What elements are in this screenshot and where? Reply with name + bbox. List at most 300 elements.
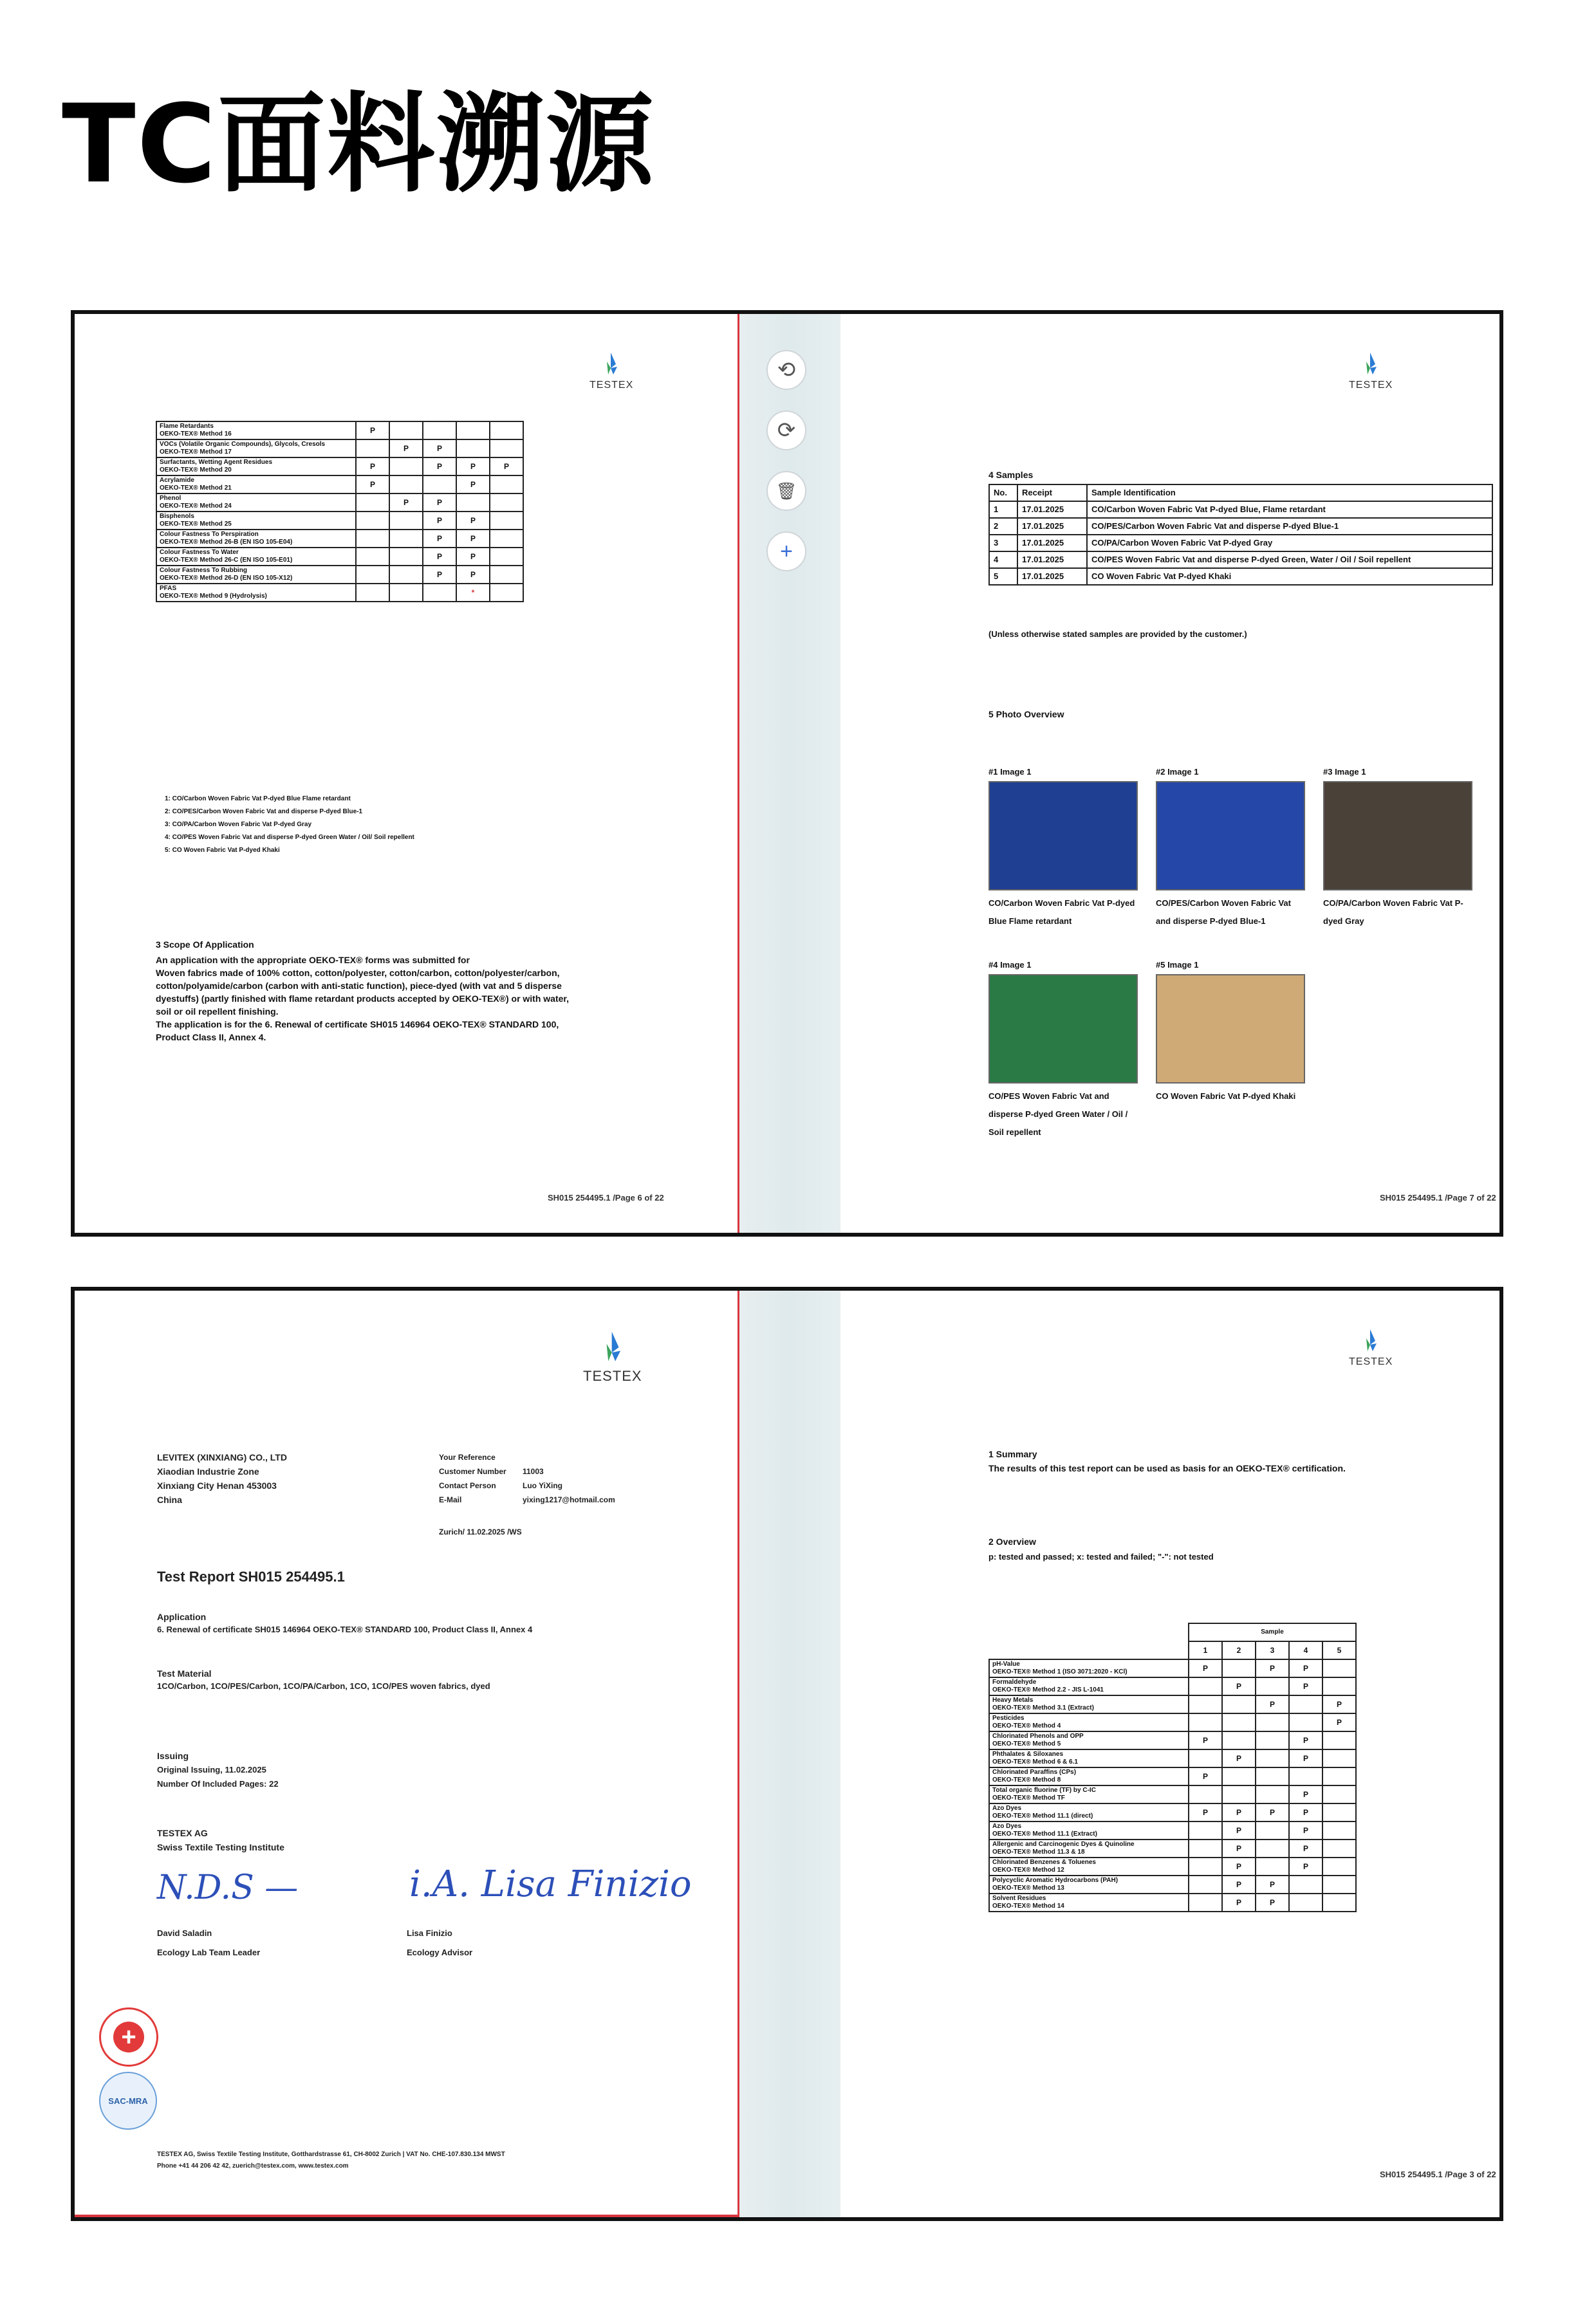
samples-header-cell: No. (989, 484, 1017, 501)
test-method: OEKO-TEX® Method 16 (160, 430, 232, 438)
test-name: Formaldehyde (992, 1679, 1037, 1686)
result-cell (1322, 1659, 1356, 1677)
result-cell (490, 584, 523, 602)
result-cell: P (1289, 1677, 1322, 1695)
ref-value (523, 1450, 615, 1464)
test-method: OEKO-TEX® Method 24 (160, 503, 232, 510)
result-cell (1322, 1821, 1356, 1840)
sample-row (989, 518, 1492, 535)
result-cell (490, 512, 523, 530)
result-cell (1222, 1659, 1256, 1677)
footer-line: Phone +41 44 206 42 42, zuerich@testex.com, www.testex.com (157, 2163, 349, 2170)
table-row (156, 548, 523, 566)
ref-value: Luo YiXing (523, 1481, 562, 1490)
test-name-cell (989, 1731, 1189, 1749)
application-text: 6. Renewal of certificate SH015 146964 OEKO-TEX® STANDARD 100, Product Class II, Annex 4 (157, 1625, 533, 1634)
report-page-6 (75, 314, 738, 1233)
test-name-cell (989, 1785, 1189, 1803)
photo-caption: CO/PES Woven Fabric Vat and disperse P-dyed Green Water / Oil / Soil repellent (988, 1091, 1128, 1137)
test-name: Solvent Residues (992, 1895, 1046, 1902)
page-bottom-rule (75, 2215, 738, 2217)
scope-heading: 3 Scope Of Application (156, 939, 254, 950)
result-cell: P (1289, 1821, 1322, 1840)
scope-line: Product Class II, Annex 4. (156, 1032, 266, 1042)
test-method: OEKO-TEX® Method 12 (992, 1867, 1064, 1874)
scope-line: Woven fabrics made of 100% cotton, cotton/polyester, cotton/carbon, cotton/polyester/carbon, (156, 968, 560, 978)
test-name-cell (156, 439, 356, 457)
sample-cell: CO/PES Woven Fabric Vat and disperse P-dyed Green, Water / Oil / Soil repellent (1087, 551, 1492, 568)
sample-cell: 17.01.2025 (1017, 535, 1087, 551)
test-name-cell (156, 584, 356, 602)
test-method: OEKO-TEX® Method 2.2 - JIS L-1041 (992, 1686, 1104, 1693)
test-name: Chlorinated Benzenes & Toluenes (992, 1859, 1096, 1866)
test-name-cell (989, 1749, 1189, 1767)
result-cell (389, 475, 423, 493)
sample-row (989, 501, 1492, 518)
result-cell (1256, 1858, 1289, 1876)
result-cell: P (1222, 1821, 1256, 1840)
document-viewer-top (71, 310, 1503, 1237)
sample-cell: CO/PA/Carbon Woven Fabric Vat P-dyed Gray (1087, 535, 1492, 551)
result-cell: P (389, 439, 423, 457)
table-row (989, 1876, 1356, 1894)
result-cell (1256, 1767, 1289, 1785)
test-name-cell (156, 512, 356, 530)
rotate-left-icon: ⟲ (777, 358, 796, 382)
swiss-accreditation-seal (99, 2007, 158, 2067)
result-cell: P (1222, 1894, 1256, 1912)
sample-footnotes (165, 793, 414, 857)
test-name: Phenol (160, 495, 181, 502)
organization (157, 1826, 284, 1854)
result-cell: P (1189, 1767, 1222, 1785)
sample-row (989, 568, 1492, 585)
photo-label: #5 Image 1 (1156, 960, 1199, 970)
samples-heading: 4 Samples (988, 470, 1034, 480)
samples-header-cell: Sample Identification (1087, 484, 1492, 501)
result-cell: P (1256, 1659, 1289, 1677)
sample-cell: CO/Carbon Woven Fabric Vat P-dyed Blue, Flame retardant (1087, 501, 1492, 518)
result-cell: P (1189, 1731, 1222, 1749)
photo-label: #2 Image 1 (1156, 767, 1199, 777)
table-row (156, 421, 523, 439)
logo-text: TESTEX (583, 1368, 642, 1384)
test-method: OEKO-TEX® Method 9 (Hydrolysis) (160, 593, 267, 600)
sample-cell: 4 (989, 551, 1017, 568)
material-text: 1CO/Carbon, 1CO/PES/Carbon, 1CO/PA/Carbon, 1CO, 1CO/PES woven fabrics, dyed (157, 1681, 490, 1691)
result-cell (1189, 1713, 1222, 1731)
page-title: TC面料溯源 (62, 81, 655, 207)
test-name: Allergenic and Carcinogenic Dyes & Quinoline (992, 1841, 1135, 1848)
result-cell (389, 530, 423, 548)
overview-legend: p: tested and passed; x: tested and failed; "-": not tested (988, 1552, 1214, 1562)
result-cell (356, 439, 389, 457)
result-cell: P (423, 439, 456, 457)
test-name: Bisphenols (160, 513, 194, 520)
table-row (989, 1767, 1356, 1785)
result-cell: P (423, 548, 456, 566)
test-name: pH-Value (992, 1661, 1020, 1668)
signer-1 (157, 1924, 260, 1962)
table-row (989, 1659, 1356, 1677)
result-cell (1322, 1840, 1356, 1858)
fabric-swatch (988, 781, 1138, 890)
test-method: OEKO-TEX® Method 20 (160, 466, 232, 474)
ref-value: yixing1217@hotmail.com (523, 1495, 615, 1504)
sample-cell: 17.01.2025 (1017, 501, 1087, 518)
result-cell: P (1222, 1803, 1256, 1821)
result-cell (423, 475, 456, 493)
result-cell: P (1256, 1803, 1289, 1821)
overview-table (988, 1623, 1357, 1912)
result-cell (1322, 1785, 1356, 1803)
table-row (156, 475, 523, 493)
result-cell (1289, 1876, 1322, 1894)
scope-line: soil or oil repellent finishing. (156, 1006, 279, 1017)
table-row (989, 1749, 1356, 1767)
samples-header-cell: Receipt (1017, 484, 1087, 501)
table-row (156, 439, 523, 457)
result-cell (1256, 1731, 1289, 1749)
test-method: OEKO-TEX® Method 26-B (EN ISO 105-E04) (160, 539, 293, 546)
result-cell (389, 512, 423, 530)
footnote-line: 4: CO/PES Woven Fabric Vat and disperse P-dyed Green Water / Oil/ Soil repellent (165, 834, 414, 841)
test-name: Colour Fastness To Rubbing (160, 567, 247, 574)
test-name-cell (989, 1821, 1189, 1840)
sample-cell: 2 (989, 518, 1017, 535)
table-row (156, 457, 523, 475)
test-results-table (156, 421, 524, 602)
page-number: SH015 254495.1 /Page 3 of 22 (1380, 2170, 1496, 2179)
ref-label: E-Mail (439, 1495, 462, 1504)
photo-caption: CO/PES/Carbon Woven Fabric Vat and disperse P-dyed Blue-1 (1156, 898, 1291, 926)
test-name: Flame Retardants (160, 423, 214, 430)
ref-value: 11003 (523, 1467, 544, 1476)
test-name-cell (156, 475, 356, 493)
result-cell (423, 584, 456, 602)
photo-caption: CO/Carbon Woven Fabric Vat P-dyed Blue Flame retardant (988, 898, 1135, 926)
signer-role: Ecology Advisor (407, 1948, 473, 1957)
footnote-line: 5: CO Woven Fabric Vat P-dyed Khaki (165, 847, 280, 854)
test-method: OEKO-TEX® Method 26-D (EN ISO 105-X12) (160, 575, 293, 582)
testex-logo-icon (1360, 1328, 1382, 1354)
test-method: OEKO-TEX® Method 11.1 (Extract) (992, 1831, 1097, 1838)
photo-label: #4 Image 1 (988, 960, 1032, 970)
result-cell (1256, 1713, 1289, 1731)
material-label: Test Material (157, 1668, 212, 1679)
fabric-swatch (988, 974, 1138, 1084)
test-method: OEKO-TEX® Method 13 (992, 1885, 1064, 1892)
client-line: China (157, 1495, 182, 1505)
result-cell (490, 421, 523, 439)
result-cell: P (389, 493, 423, 512)
result-cell: P (1256, 1894, 1289, 1912)
application-label: Application (157, 1612, 207, 1622)
swiss-cross-icon: + (113, 2022, 144, 2052)
table-header-row (989, 1641, 1356, 1659)
test-name-cell (989, 1767, 1189, 1785)
report-page-1 (75, 1291, 738, 2217)
result-cell: P (456, 548, 490, 566)
result-cell: P (1222, 1677, 1256, 1695)
plus-circle-icon: + (780, 539, 793, 564)
result-cell (1289, 1767, 1322, 1785)
result-cell (389, 457, 423, 475)
result-cell (1322, 1894, 1356, 1912)
test-name: Azo Dyes (992, 1823, 1022, 1830)
result-cell: P (1289, 1785, 1322, 1803)
photo-caption: CO Woven Fabric Vat P-dyed Khaki (1156, 1091, 1296, 1101)
result-cell (490, 566, 523, 584)
issuing-line: Original Issuing, 11.02.2025 (157, 1765, 266, 1775)
testex-logo (589, 351, 633, 391)
test-name-cell (989, 1876, 1189, 1894)
result-cell (456, 493, 490, 512)
scope-line: The application is for the 6. Renewal of certificate SH015 146964 OEKO-TEX® STANDARD 100, (156, 1019, 559, 1029)
test-name: Chlorinated Phenols and OPP (992, 1733, 1084, 1740)
result-cell (1289, 1713, 1322, 1731)
result-cell: P (1256, 1695, 1289, 1713)
report-page-7 (840, 314, 1499, 1233)
result-cell (456, 421, 490, 439)
test-method: OEKO-TEX® Method 11.3 & 18 (992, 1849, 1085, 1856)
result-cell: P (456, 475, 490, 493)
result-cell: P (1256, 1876, 1289, 1894)
result-cell: P (1189, 1659, 1222, 1677)
trash-icon: 🗑 (775, 481, 797, 501)
overview-heading: 2 Overview (988, 1536, 1036, 1547)
test-method: OEKO-TEX® Method 14 (992, 1903, 1064, 1910)
test-name-cell (989, 1659, 1189, 1677)
result-cell: P (1289, 1840, 1322, 1858)
result-cell (356, 512, 389, 530)
result-cell: P (1289, 1858, 1322, 1876)
test-name: Chlorinated Paraffins (CPs) (992, 1769, 1077, 1776)
rotate-right-button[interactable] (766, 410, 806, 450)
testex-logo (1349, 351, 1393, 391)
report-page-3 (840, 1291, 1499, 2217)
table-row (989, 1695, 1356, 1713)
result-cell: P (1222, 1858, 1256, 1876)
test-method: OEKO-TEX® Method 11.1 (direct) (992, 1812, 1093, 1820)
test-name: Total organic fluorine (TF) by C-IC (992, 1787, 1096, 1794)
sample-cell: 17.01.2025 (1017, 568, 1087, 585)
result-cell (423, 421, 456, 439)
page-divider (738, 314, 739, 1233)
result-cell: P (423, 512, 456, 530)
result-cell (1189, 1840, 1222, 1858)
result-cell: P (1289, 1749, 1322, 1767)
test-name-cell (156, 493, 356, 512)
result-cell: P (456, 512, 490, 530)
result-cell (1189, 1749, 1222, 1767)
result-cell (1322, 1767, 1356, 1785)
result-cell (490, 475, 523, 493)
photo-caption: CO/PA/Carbon Woven Fabric Vat P-dyed Gray (1323, 898, 1463, 926)
footer-line: TESTEX AG, Swiss Textile Testing Institute, Gotthardstrasse 61, CH-8002 Zurich | VAT No. CHE-107.830.134 MWST (157, 2151, 505, 2158)
test-method: OEKO-TEX® Method 21 (160, 484, 232, 492)
test-method: OEKO-TEX® Method 8 (992, 1776, 1061, 1784)
result-cell (1222, 1713, 1256, 1731)
result-cell: P (1322, 1713, 1356, 1731)
result-cell (490, 548, 523, 566)
footnote-line: 1: CO/Carbon Woven Fabric Vat P-dyed Blue Flame retardant (165, 795, 351, 802)
sample-row (989, 551, 1492, 568)
test-method: OEKO-TEX® Method 5 (992, 1740, 1061, 1748)
result-cell: P (1222, 1876, 1256, 1894)
test-name-cell (989, 1858, 1189, 1876)
sample-column-header: 3 (1256, 1641, 1289, 1659)
sample-cell: 3 (989, 535, 1017, 551)
result-cell (1322, 1749, 1356, 1767)
result-cell (389, 421, 423, 439)
ref-label: Contact Person (439, 1481, 496, 1490)
test-name: VOCs (Volatile Organic Compounds), Glycols, Cresols (160, 441, 326, 448)
result-cell (1256, 1840, 1289, 1858)
fabric-swatch (1323, 781, 1472, 890)
photo-label: #1 Image 1 (988, 767, 1032, 777)
test-method: OEKO-TEX® Method 25 (160, 521, 232, 528)
test-name-cell (989, 1677, 1189, 1695)
test-name-cell (156, 566, 356, 584)
footnote-line: 2: CO/PES/Carbon Woven Fabric Vat and disperse P-dyed Blue-1 (165, 808, 363, 815)
result-cell (490, 493, 523, 512)
test-name-cell (156, 457, 356, 475)
fabric-swatch (1156, 781, 1305, 890)
test-name: Surfactants, Wetting Agent Residues (160, 459, 273, 466)
result-cell (1289, 1894, 1322, 1912)
photo-heading: 5 Photo Overview (988, 709, 1064, 719)
result-cell: P (1222, 1840, 1256, 1858)
result-cell (1222, 1731, 1256, 1749)
document-viewer-bottom (71, 1287, 1503, 2221)
result-cell (490, 439, 523, 457)
result-cell (356, 566, 389, 584)
testex-logo (583, 1329, 642, 1385)
test-method: OEKO-TEX® Method 17 (160, 448, 232, 456)
test-name: Phthalates & Siloxanes (992, 1751, 1064, 1758)
logo-text: TESTEX (1349, 380, 1393, 391)
test-name: Pesticides (992, 1715, 1025, 1722)
result-cell (456, 439, 490, 457)
result-cell: P (490, 457, 523, 475)
result-cell (1256, 1677, 1289, 1695)
sample-cell: 17.01.2025 (1017, 518, 1087, 535)
result-cell (1322, 1858, 1356, 1876)
testex-logo-icon (1360, 351, 1382, 377)
table-header-blank (989, 1623, 1189, 1641)
sample-column-header: 2 (1222, 1641, 1256, 1659)
result-cell: P (356, 457, 389, 475)
samples-table (988, 484, 1493, 586)
result-cell (1189, 1894, 1222, 1912)
result-cell: P (423, 530, 456, 548)
result-cell (1222, 1785, 1256, 1803)
sample-cell: CO Woven Fabric Vat P-dyed Khaki (1087, 568, 1492, 585)
testex-logo (1349, 1328, 1393, 1368)
test-method: OEKO-TEX® Method 6 & 6.1 (992, 1758, 1078, 1766)
table-row (989, 1713, 1356, 1731)
result-cell: P (1322, 1695, 1356, 1713)
result-cell (1256, 1785, 1289, 1803)
page-toolbar (766, 350, 812, 592)
result-cell: P (423, 493, 456, 512)
signer-name: David Saladin (157, 1928, 212, 1938)
test-name: Azo Dyes (992, 1805, 1022, 1812)
result-cell (1222, 1767, 1256, 1785)
footnote-line: 3: CO/PA/Carbon Woven Fabric Vat P-dyed Gray (165, 821, 312, 828)
test-name-cell (989, 1695, 1189, 1713)
result-cell (389, 566, 423, 584)
result-cell: P (1222, 1749, 1256, 1767)
sample-header: Sample (1189, 1623, 1356, 1641)
reference-labels (439, 1450, 506, 1507)
report-title: Test Report SH015 254495.1 (157, 1569, 345, 1585)
zoom-in-button[interactable] (766, 531, 806, 571)
scope-line: dyestuffs) (partly finished with flame retardant products accepted by OEKO-TEX®) or with water, (156, 993, 569, 1004)
test-name: Acrylamide (160, 477, 194, 484)
signer-role: Ecology Lab Team Leader (157, 1948, 261, 1957)
test-name-cell (156, 421, 356, 439)
reference-values (523, 1450, 615, 1507)
result-cell (1256, 1821, 1289, 1840)
client-line: Xinxiang City Henan 453003 (157, 1480, 277, 1491)
scope-line: An application with the appropriate OEKO-TEX® forms was submitted for (156, 955, 470, 965)
signature-1: N.D.S — (157, 1868, 299, 1907)
result-cell: P (1289, 1659, 1322, 1677)
result-cell (1189, 1695, 1222, 1713)
result-cell (1322, 1731, 1356, 1749)
test-method: OEKO-TEX® Method 1 (ISO 3071:2020 - KCl) (992, 1668, 1127, 1675)
test-name: Polycyclic Aromatic Hydrocarbons (PAH) (992, 1877, 1118, 1884)
result-cell (356, 548, 389, 566)
test-method: OEKO-TEX® Method TF (992, 1794, 1065, 1802)
org-line: TESTEX AG (157, 1828, 208, 1838)
sample-column-header: 5 (1322, 1641, 1356, 1659)
issuing-label: Issuing (157, 1751, 189, 1761)
issuing-line: Number Of Included Pages: 22 (157, 1779, 279, 1789)
result-cell: P (456, 530, 490, 548)
footer (157, 2149, 505, 2172)
scope-line: cotton/polyamide/carbon (carbon with anti-static function), piece-dyed (with vat and 5 disperse (156, 981, 562, 991)
signer-2 (407, 1924, 472, 1962)
test-name-cell (989, 1803, 1189, 1821)
result-cell (1189, 1821, 1222, 1840)
test-method: OEKO-TEX® Method 26-C (EN ISO 105-E01) (160, 557, 293, 564)
sample-cell: 17.01.2025 (1017, 551, 1087, 568)
sample-cell: 5 (989, 568, 1017, 585)
table-row (989, 1894, 1356, 1912)
signature-2: i.A. Lisa Finizio (409, 1863, 692, 1905)
org-line: Swiss Textile Testing Institute (157, 1842, 284, 1852)
result-cell: P (1289, 1731, 1322, 1749)
result-cell (389, 548, 423, 566)
issuing-details (157, 1763, 279, 1791)
ref-label: Customer Number (439, 1467, 506, 1476)
result-cell (356, 584, 389, 602)
table-row (989, 1803, 1356, 1821)
delete-page-button[interactable] (766, 471, 806, 511)
result-cell (1322, 1803, 1356, 1821)
table-row (156, 530, 523, 548)
ref-label: Your Reference (439, 1453, 496, 1462)
client-line: LEVITEX (XINXIANG) CO., LTD (157, 1452, 287, 1462)
sample-row (989, 535, 1492, 551)
rotate-left-button[interactable] (766, 350, 806, 390)
table-row (989, 1677, 1356, 1695)
result-cell: P (1189, 1803, 1222, 1821)
summary-heading: 1 Summary (988, 1449, 1037, 1459)
